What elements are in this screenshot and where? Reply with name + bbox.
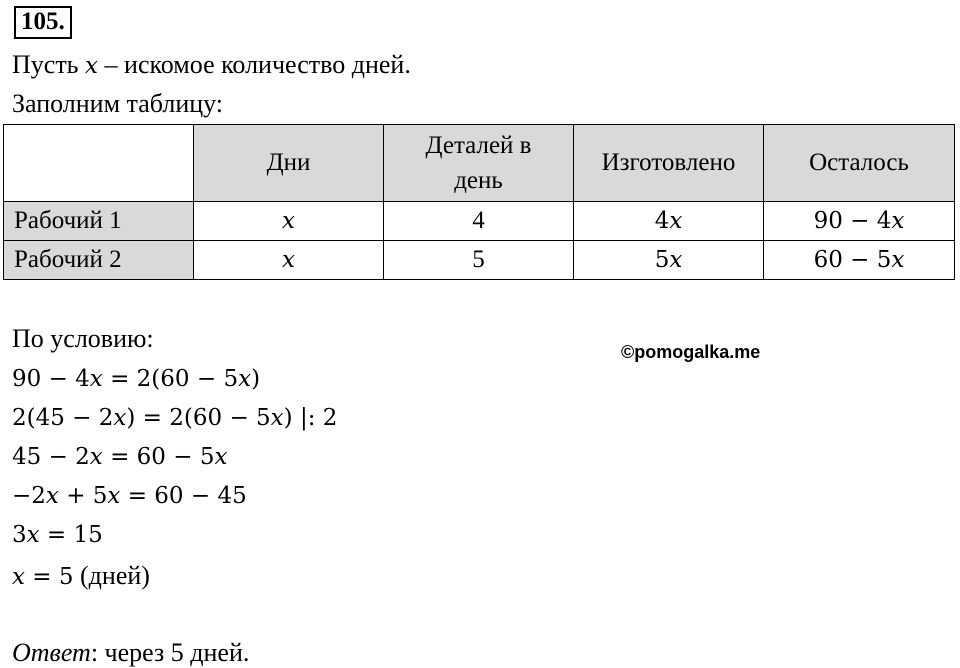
row-label: Рабочий 2 bbox=[4, 241, 194, 280]
problem-number: 105. bbox=[14, 6, 72, 39]
intro-line-1 bbox=[12, 52, 411, 78]
table-row bbox=[4, 202, 955, 241]
cell-left: 60 − 5x bbox=[764, 241, 955, 280]
table-header-empty bbox=[4, 125, 194, 202]
condition-label: По условию: bbox=[12, 324, 154, 353]
table-header-row bbox=[4, 125, 955, 202]
answer-line bbox=[12, 640, 249, 666]
cell-days: x bbox=[194, 241, 384, 280]
equation-unit: (дней) bbox=[73, 561, 150, 590]
intro-suffix: – искомое количество дней. bbox=[98, 50, 411, 79]
answer-label: Ответ bbox=[12, 638, 91, 667]
answer-text: : через 5 дней. bbox=[90, 638, 250, 667]
table-header-left: Осталось bbox=[764, 125, 955, 202]
row-label: Рабочий 1 bbox=[4, 202, 194, 241]
equation-line: 2(45 − 2x) = 2(60 − 5x) |: 2 bbox=[12, 405, 338, 431]
equation-line: x = 5 bbox=[12, 564, 74, 590]
work-table bbox=[3, 124, 955, 280]
equation-line: 45 − 2x = 60 − 5x bbox=[12, 444, 228, 470]
table-header-made: Изготовлено bbox=[574, 125, 764, 202]
table-row bbox=[4, 241, 955, 280]
table-header-per-day: Деталей в день bbox=[425, 132, 532, 194]
table-header-per-day-cell bbox=[384, 125, 574, 202]
intro-prefix: Пусть bbox=[12, 50, 86, 79]
intro-variable: x bbox=[85, 53, 99, 79]
watermark: ©pomogalka.me bbox=[621, 342, 761, 362]
equation-line: 3x = 15 bbox=[12, 522, 103, 548]
cell-left: 90 − 4x bbox=[764, 202, 955, 241]
cell-per-day: 4 bbox=[384, 202, 574, 241]
cell-made: 5x bbox=[574, 241, 764, 280]
intro-line-2: Заполним таблицу: bbox=[12, 89, 224, 118]
cell-per-day: 5 bbox=[384, 241, 574, 280]
cell-made: 4x bbox=[574, 202, 764, 241]
equation-final bbox=[12, 563, 150, 589]
cell-days: x bbox=[194, 202, 384, 241]
table-header-days: Дни bbox=[194, 125, 384, 202]
equation-line: 90 − 4x = 2(60 − 5x) bbox=[12, 366, 261, 392]
equation-line: −2x + 5x = 60 − 45 bbox=[12, 483, 247, 509]
